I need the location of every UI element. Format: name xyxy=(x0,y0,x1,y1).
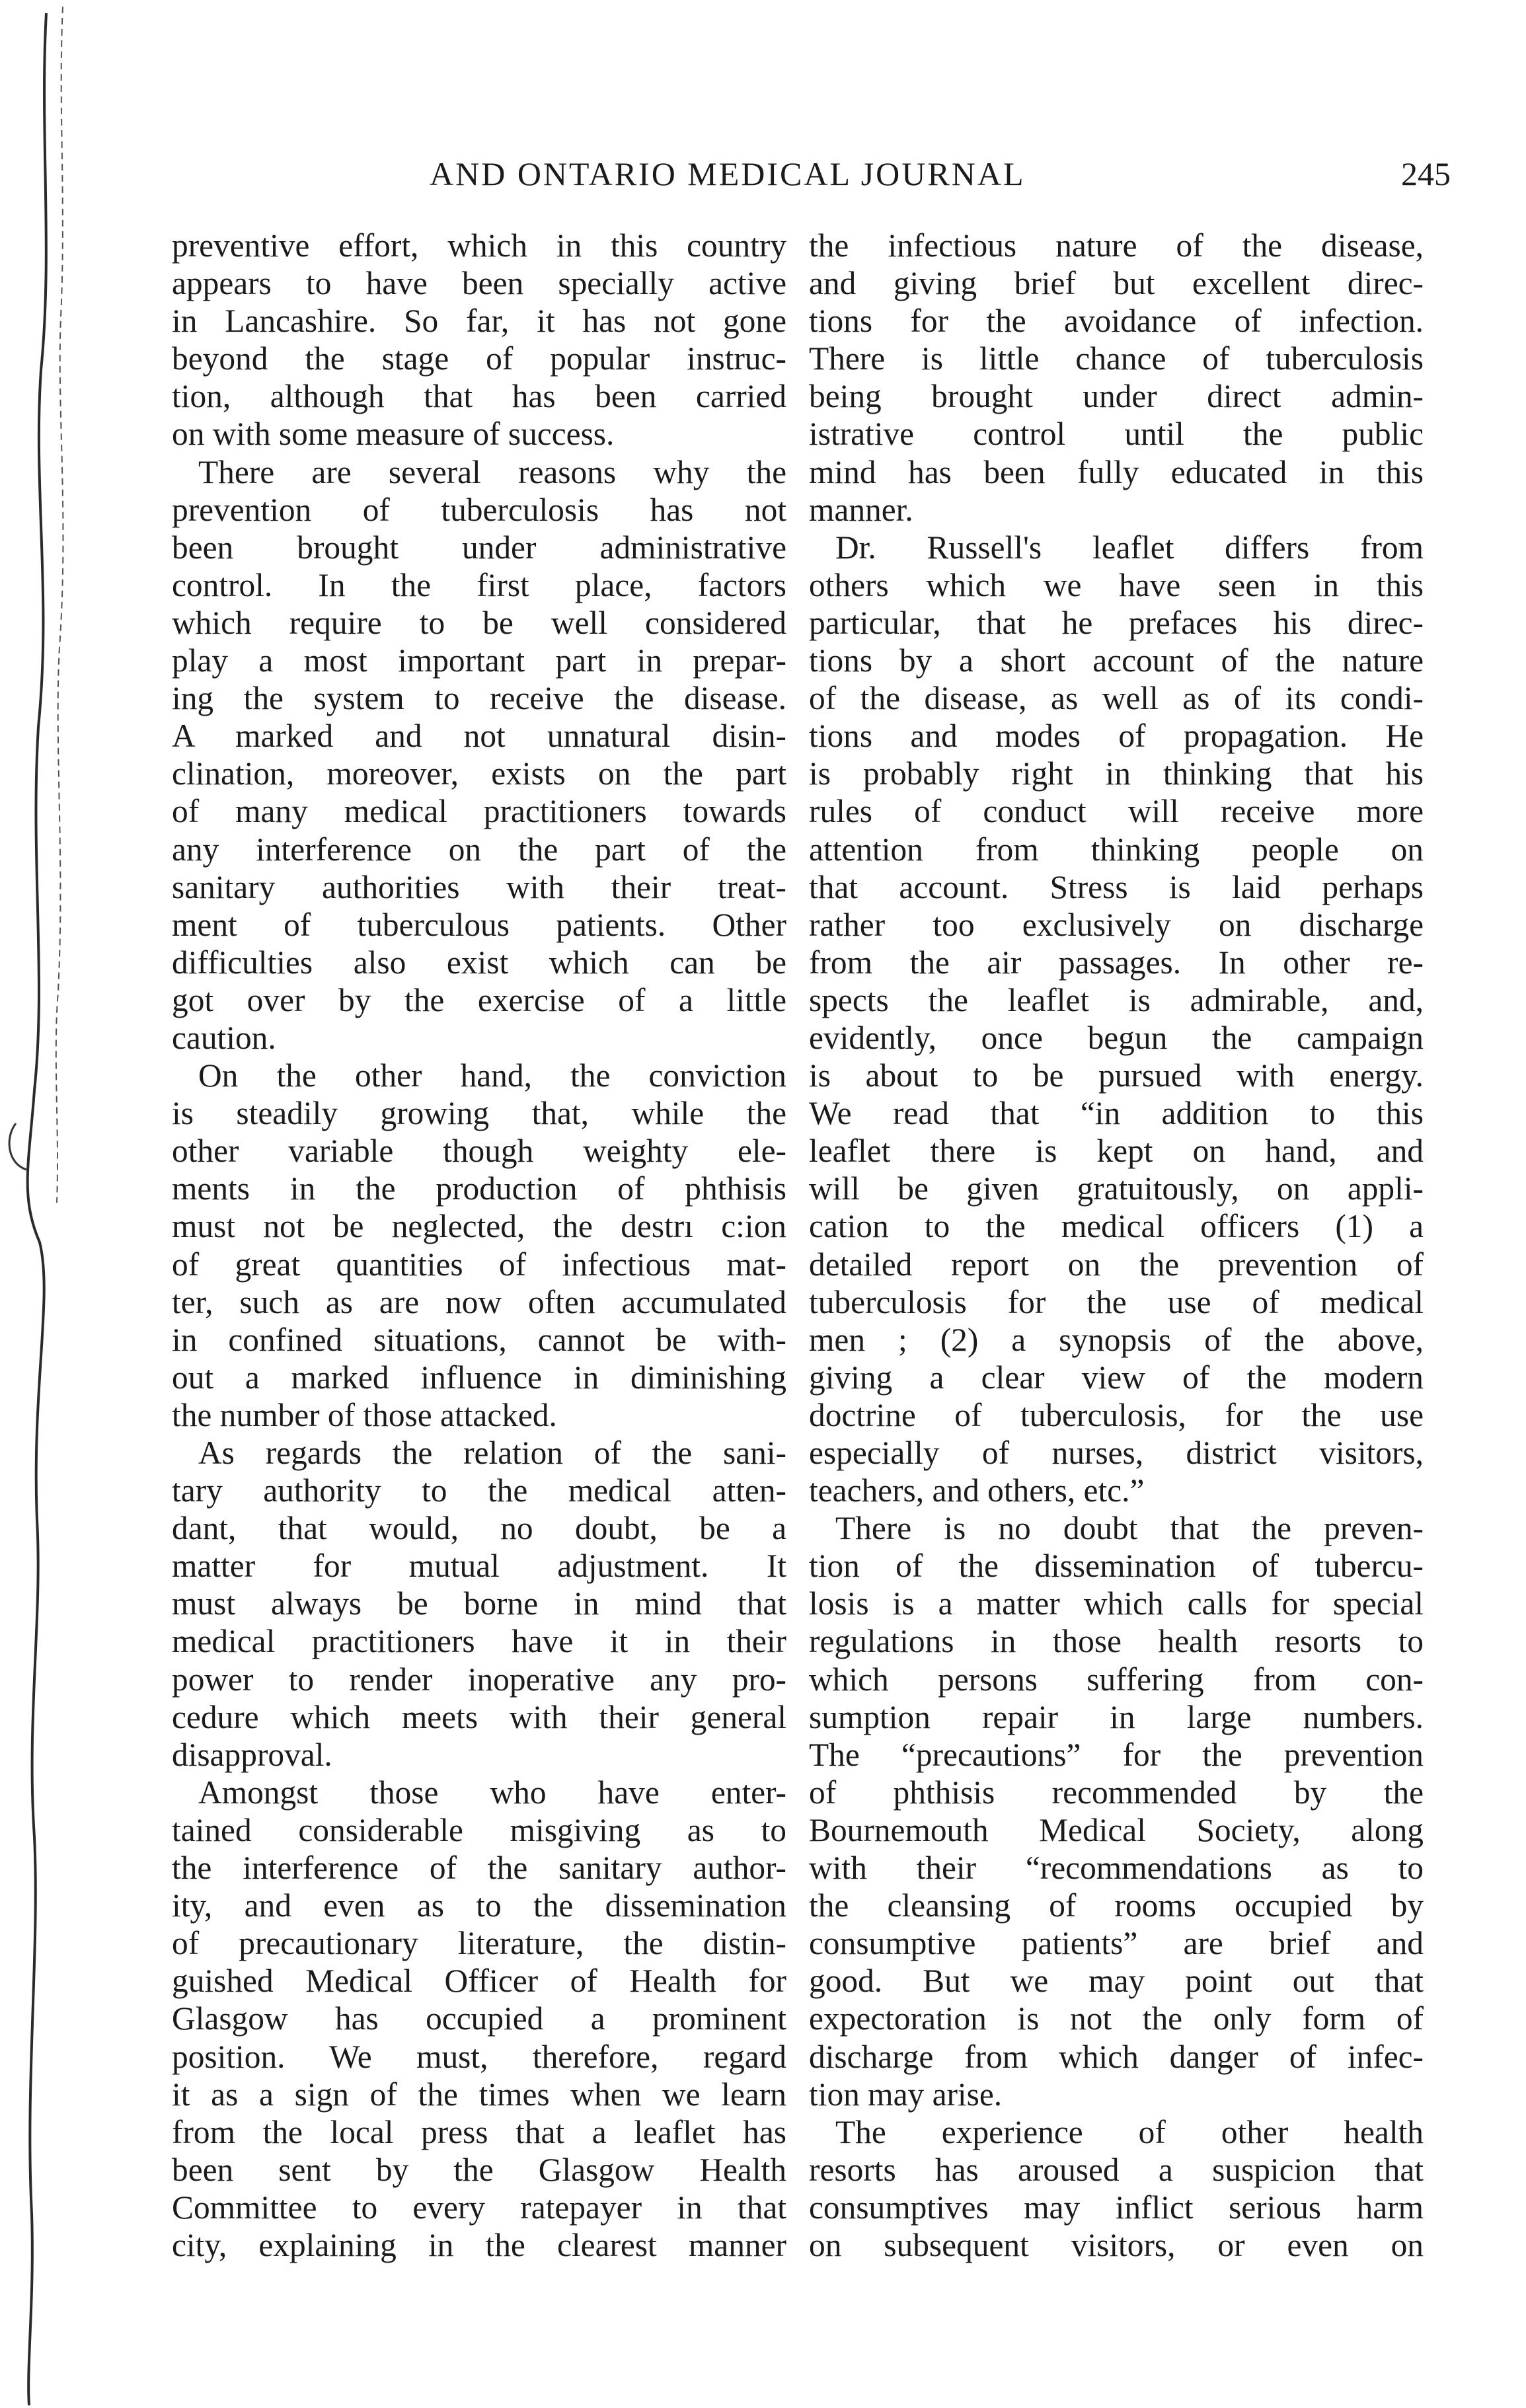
text-line: is steadily growing that, while the xyxy=(172,1095,786,1132)
text-line: especially of nurses, district visitors, xyxy=(809,1435,1424,1471)
text-line: tions by a short account of the nature xyxy=(809,642,1424,679)
text-line: power to render inoperative any pro- xyxy=(172,1661,786,1698)
text-line: resorts has aroused a suspicion that xyxy=(809,2151,1424,2188)
text-line: tions and modes of propagation. He xyxy=(809,718,1424,755)
text-line: is about to be pursued with energy. xyxy=(809,1057,1424,1094)
text-line: it as a sign of the times when we learn xyxy=(172,2076,786,2113)
text-line: The “precautions” for the prevention xyxy=(809,1736,1424,1773)
text-line: of many medical practitioners towards xyxy=(172,793,786,830)
text-line: tion may arise. xyxy=(809,2076,1003,2113)
text-line: mind has been fully educated in this xyxy=(809,453,1424,490)
text-line: control. In the first place, factors xyxy=(172,566,786,603)
binding-edge-fleck-stroke xyxy=(9,1123,26,1170)
text-line: the cleansing of rooms occupied by xyxy=(809,1887,1424,1924)
text-line: on subsequent visitors, or even on xyxy=(809,2226,1424,2263)
text-line: ity, and even as to the dissemination xyxy=(172,1887,786,1924)
text-line: tained considerable misgiving as to xyxy=(172,1811,786,1848)
text-line: Amongst those who have enter- xyxy=(198,1774,786,1811)
text-line: which persons suffering from con- xyxy=(809,1661,1424,1698)
text-line: consumptive patients” are brief and xyxy=(809,1925,1424,1962)
text-line: which require to be well considered xyxy=(172,604,786,641)
text-line: teachers, and others, etc.” xyxy=(809,1472,1145,1509)
text-line: caution. xyxy=(172,1019,276,1056)
text-line: Bournemouth Medical Society, along xyxy=(809,1811,1424,1848)
text-line: on with some measure of success. xyxy=(172,416,615,453)
text-line: the infectious nature of the disease, xyxy=(809,227,1424,264)
text-line: play a most important part in prepar- xyxy=(172,642,786,679)
text-line: sanitary authorities with their treat- xyxy=(172,868,786,905)
text-line: cation to the medical officers (1) a xyxy=(809,1208,1424,1245)
text-line: in confined situations, cannot be with- xyxy=(172,1321,786,1358)
text-line: consumptives may inflict serious harm xyxy=(809,2189,1424,2226)
text-line: is probably right in thinking that his xyxy=(809,755,1424,792)
text-line: tions for the avoidance of infection. xyxy=(809,303,1424,340)
text-line: medical practitioners have it in their xyxy=(172,1623,786,1660)
text-line: of great quantities of infectious mat- xyxy=(172,1246,786,1283)
left-text-column xyxy=(172,227,786,2264)
text-line: manner. xyxy=(809,491,913,528)
text-line: tion of the dissemination of tubercu- xyxy=(809,1548,1424,1585)
text-line: city, explaining in the clearest manner xyxy=(172,2226,786,2263)
text-line: the interference of the sanitary author- xyxy=(172,1850,786,1887)
text-line: dant, that would, no doubt, be a xyxy=(172,1510,786,1547)
text-line: We read that “in addition to this xyxy=(809,1095,1424,1132)
text-line: out a marked influence in diminishing xyxy=(172,1359,786,1396)
text-line: any interference on the part of the xyxy=(172,831,786,868)
text-line: expectoration is not the only form of xyxy=(809,2000,1424,2037)
text-line: Committee to every ratepayer in that xyxy=(172,2189,786,2226)
text-line: sumption repair in large numbers. xyxy=(809,1698,1424,1735)
text-line: will be given gratuitously, on appli- xyxy=(809,1170,1424,1207)
binding-edge-main-stroke xyxy=(28,13,46,2405)
text-line: rather too exclusively on discharge xyxy=(809,906,1424,943)
text-line: appears to have been specially active xyxy=(172,265,786,302)
text-line: As regards the relation of the sani- xyxy=(198,1435,786,1471)
text-line: with their “recommendations as to xyxy=(809,1850,1424,1887)
text-line: other variable though weighty ele- xyxy=(172,1133,786,1170)
text-line: losis is a matter which calls for special xyxy=(809,1585,1424,1622)
text-line: clination, moreover, exists on the part xyxy=(172,755,786,792)
text-line: giving a clear view of the modern xyxy=(809,1359,1424,1396)
text-line: particular, that he prefaces his direc- xyxy=(809,604,1424,641)
text-line: of the disease, as well as of its condi- xyxy=(809,680,1424,717)
text-line: There is little chance of tuberculosis xyxy=(809,340,1424,377)
text-line: beyond the stage of popular instruc- xyxy=(172,340,786,377)
text-line: men ; (2) a synopsis of the above, xyxy=(809,1321,1424,1358)
text-line: ments in the production of phthisis xyxy=(172,1170,786,1207)
text-line: Glasgow has occupied a prominent xyxy=(172,2000,786,2037)
text-line: Dr. Russell's leaflet differs from xyxy=(835,529,1424,566)
text-line: in Lancashire. So far, it has not gone xyxy=(172,303,786,340)
text-line: good. But we may point out that xyxy=(809,1963,1424,2000)
running-head: AND ONTARIO MEDICAL JOURNAL xyxy=(430,155,1026,192)
text-line: position. We must, therefore, regard xyxy=(172,2038,786,2075)
text-line: preventive effort, which in this country xyxy=(172,227,786,264)
right-text-column xyxy=(809,227,1424,2264)
text-line: tion, although that has been carried xyxy=(172,378,786,415)
text-line: the number of those attacked. xyxy=(172,1396,557,1433)
text-line: from the local press that a leaflet has xyxy=(172,2113,786,2150)
text-line: evidently, once begun the campaign xyxy=(809,1019,1424,1056)
text-line: must not be neglected, the destrı c:ion xyxy=(172,1208,786,1245)
text-line: spects the leaflet is admirable, and, xyxy=(809,981,1424,1018)
binding-edge-secondary-stroke xyxy=(56,7,63,1203)
text-line: that account. Stress is laid perhaps xyxy=(809,868,1424,905)
text-line: tuberculosis for the use of medical xyxy=(809,1283,1424,1320)
page-number: 245 xyxy=(1401,155,1451,192)
text-line: from the air passages. In other re- xyxy=(809,944,1424,981)
text-line: matter for mutual adjustment. It xyxy=(172,1548,786,1585)
text-line: difficulties also exist which can be xyxy=(172,944,786,981)
text-line: A marked and not unnatural disin- xyxy=(172,718,786,755)
text-line: On the other hand, the conviction xyxy=(198,1057,786,1094)
text-line: There are several reasons why the xyxy=(198,453,786,490)
text-line: The experience of other health xyxy=(835,2113,1424,2150)
scanned-binding-edge xyxy=(0,0,99,2408)
text-line: got over by the exercise of a little xyxy=(172,981,786,1018)
text-line: leaflet there is kept on hand, and xyxy=(809,1133,1424,1170)
text-line: attention from thinking people on xyxy=(809,831,1424,868)
text-line: of precautionary literature, the distin- xyxy=(172,1925,786,1962)
text-line: must always be borne in mind that xyxy=(172,1585,786,1622)
text-line: guished Medical Officer of Health for xyxy=(172,1963,786,2000)
text-line: cedure which meets with their general xyxy=(172,1698,786,1735)
text-line: rules of conduct will receive more xyxy=(809,793,1424,830)
text-line: detailed report on the prevention of xyxy=(809,1246,1424,1283)
text-line: discharge from which danger of infec- xyxy=(809,2038,1424,2075)
text-line: disapproval. xyxy=(172,1736,332,1773)
text-line: There is no doubt that the preven- xyxy=(835,1510,1424,1547)
text-line: tary authority to the medical atten- xyxy=(172,1472,786,1509)
text-line: of phthisis recommended by the xyxy=(809,1774,1424,1811)
text-line: been brought under administrative xyxy=(172,529,786,566)
text-line: regulations in those health resorts to xyxy=(809,1623,1424,1660)
text-line: prevention of tuberculosis has not xyxy=(172,491,786,528)
text-line: istrative control until the public xyxy=(809,416,1424,453)
text-line: been sent by the Glasgow Health xyxy=(172,2151,786,2188)
text-line: being brought under direct admin- xyxy=(809,378,1424,415)
text-line: doctrine of tuberculosis, for the use xyxy=(809,1396,1424,1433)
text-line: ment of tuberculous patients. Other xyxy=(172,906,786,943)
text-line: ing the system to receive the disease. xyxy=(172,680,786,717)
text-line: ter, such as are now often accumulated xyxy=(172,1283,786,1320)
text-line: others which we have seen in this xyxy=(809,566,1424,603)
text-line: and giving brief but excellent direc- xyxy=(809,265,1424,302)
